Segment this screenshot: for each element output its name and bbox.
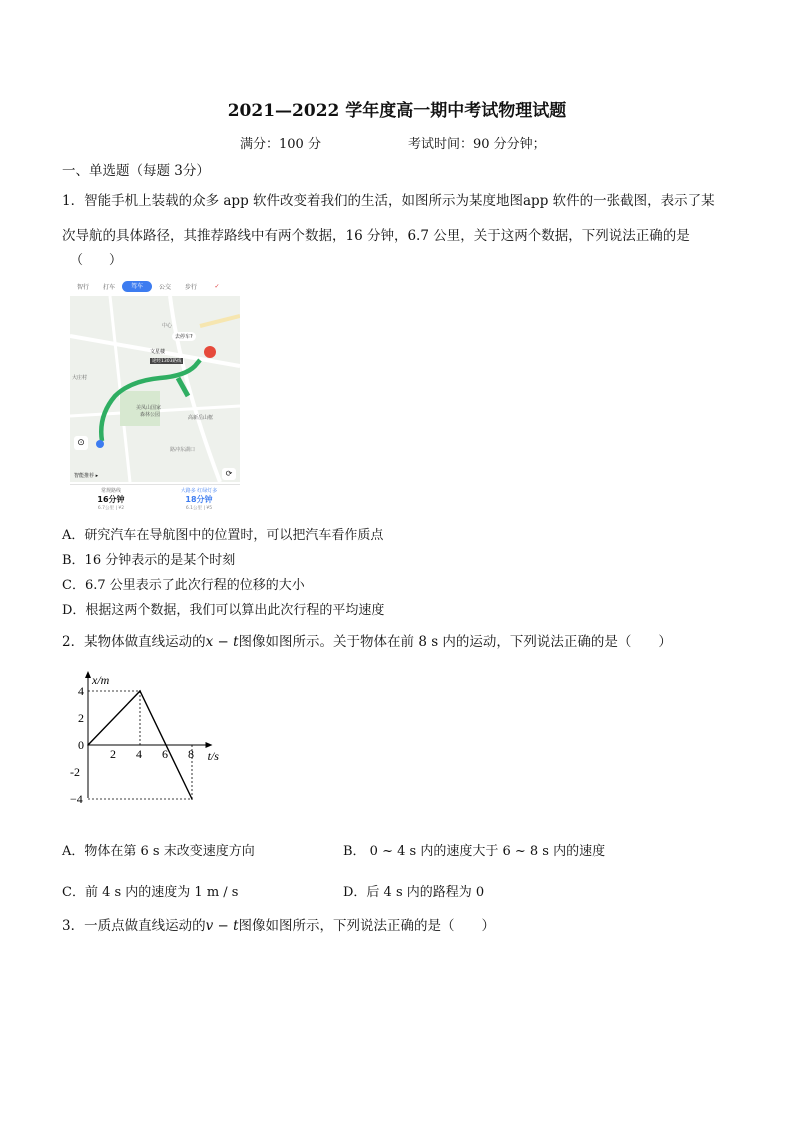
map-label-village: 大庄村 (72, 375, 88, 381)
section-heading: 一、单选题（每题 3分） (62, 163, 210, 179)
y-axis-arrow (85, 671, 91, 678)
route-2-time: 18分钟 (185, 495, 213, 504)
question-2 (62, 630, 672, 650)
y-tick-label: -2 (70, 765, 80, 779)
question-3 (62, 914, 495, 934)
route-card-2 (164, 487, 234, 511)
question-1-line-1: 1．智能手机上装载的众多 app 软件改变着我们的生活，如图所示为某度地图app 软件的一张截图，表示了某 (62, 193, 715, 209)
route-1-time: 16分钟 (97, 495, 125, 504)
q1-option-a: A．研究汽车在导航图中的位置时，可以把汽车看作质点 (62, 528, 384, 543)
q2-option-b: B． 0 ~ 4 s 内的速度大于 6 ~ 8 s 内的速度 (343, 844, 606, 859)
q1-option-c: C．6.7 公里表示了此次行程的位移的大小 (62, 578, 305, 593)
start-marker (96, 440, 104, 448)
destination-marker (204, 346, 216, 358)
data-point (139, 690, 141, 692)
parking-chip: 去停车? (172, 332, 196, 341)
score-info: 满分：100 分 (240, 137, 321, 152)
map-tab: 打车 (102, 283, 115, 291)
route-1-title: 常规路线 (100, 488, 121, 494)
x-tick-label: 2 (110, 747, 116, 761)
x-tick-label: 4 (136, 747, 142, 761)
y-tick-label: 0 (78, 738, 84, 752)
map-tab: 智行 (76, 283, 89, 291)
question-1-blank: （ ） (70, 253, 123, 268)
map-area (70, 296, 240, 482)
route-card-1 (76, 487, 146, 511)
road-tag: 途经1303路线 (152, 359, 182, 364)
xt-graph (58, 668, 238, 818)
q1-option-d: D．根据这两个数据，我们可以算出此次行程的平均速度 (62, 603, 385, 618)
y-tick-label: 4 (78, 684, 84, 698)
locate-icon: ⊙ (74, 436, 88, 450)
q2-option-d: D．后 4 s 内的路程为 0 (343, 885, 485, 900)
q2-option-c: C．前 4 s 内的速度为 1 m / s (62, 885, 239, 900)
question-1-line-2: 次导航的具体路径，其推荐路线中有两个数据，16 分钟，6.7 公里，关于这两个数据，下列说法正确的是 (62, 228, 690, 244)
page-title: 2021—2022 学年度高一期中考试物理试题 (227, 101, 567, 121)
x-axis-label: t/s (207, 749, 219, 763)
map-screenshot (70, 278, 240, 512)
y-tick-label: 2 (78, 711, 84, 725)
map-label-park-2: 森林公园 (140, 412, 161, 418)
map-label-ext: 路冲东湖口 (170, 447, 196, 453)
smart-recommend: 智能推荐 ▸ (74, 473, 99, 479)
check-icon: ✓ (214, 282, 220, 290)
map-label-right: 高新岳山框 (188, 415, 214, 421)
q2-option-a: A．物体在第 6 s 末改变速度方向 (62, 844, 255, 859)
map-label-building: 文星楼 (150, 349, 166, 355)
q2-text-before: 2．某物体做直线运动的 (62, 634, 206, 650)
map-tab-active: 驾车 (122, 281, 152, 292)
y-axis-label: x/m (92, 673, 110, 687)
route-2-sub: 6.1公里 | ¥5 (185, 506, 213, 511)
q1-option-b: B．16 分钟表示的是某个时刻 (62, 553, 236, 568)
map-tab-bar (70, 278, 240, 294)
x-tick-label: 6 (162, 747, 168, 761)
map-label-park-1: 美凤山国家 (136, 405, 162, 411)
map-tab: 公交 (158, 283, 171, 291)
q3-text-before: 3．一质点做直线运动的 (62, 918, 206, 934)
route-2-title: 大路多 红绿灯多 (180, 488, 218, 494)
q2-formula: x − t (205, 634, 239, 650)
time-info: 考试时间：90 分分钟； (408, 137, 546, 152)
route-options (70, 484, 240, 512)
x-tick-label: 8 (188, 747, 194, 761)
map-label-center: 中心 (162, 323, 173, 329)
y-tick-label: −4 (70, 792, 83, 806)
data-point (87, 744, 89, 746)
q2-text-after: 图像如图所示。关于物体在前 8 s 内的运动，下列说法正确的是（ ） (238, 634, 672, 650)
q3-formula: v − t (205, 918, 239, 934)
data-point (191, 798, 193, 800)
map-drawing (70, 296, 240, 482)
refresh-icon: ⟳ (222, 468, 236, 480)
route-1-sub: 6.7公里 | ¥2 (97, 506, 125, 511)
q3-text-after: 图像如图所示，下列说法正确的是（ ） (238, 918, 496, 934)
map-tab: 步行 (184, 283, 197, 291)
x-axis-arrow (206, 742, 213, 748)
